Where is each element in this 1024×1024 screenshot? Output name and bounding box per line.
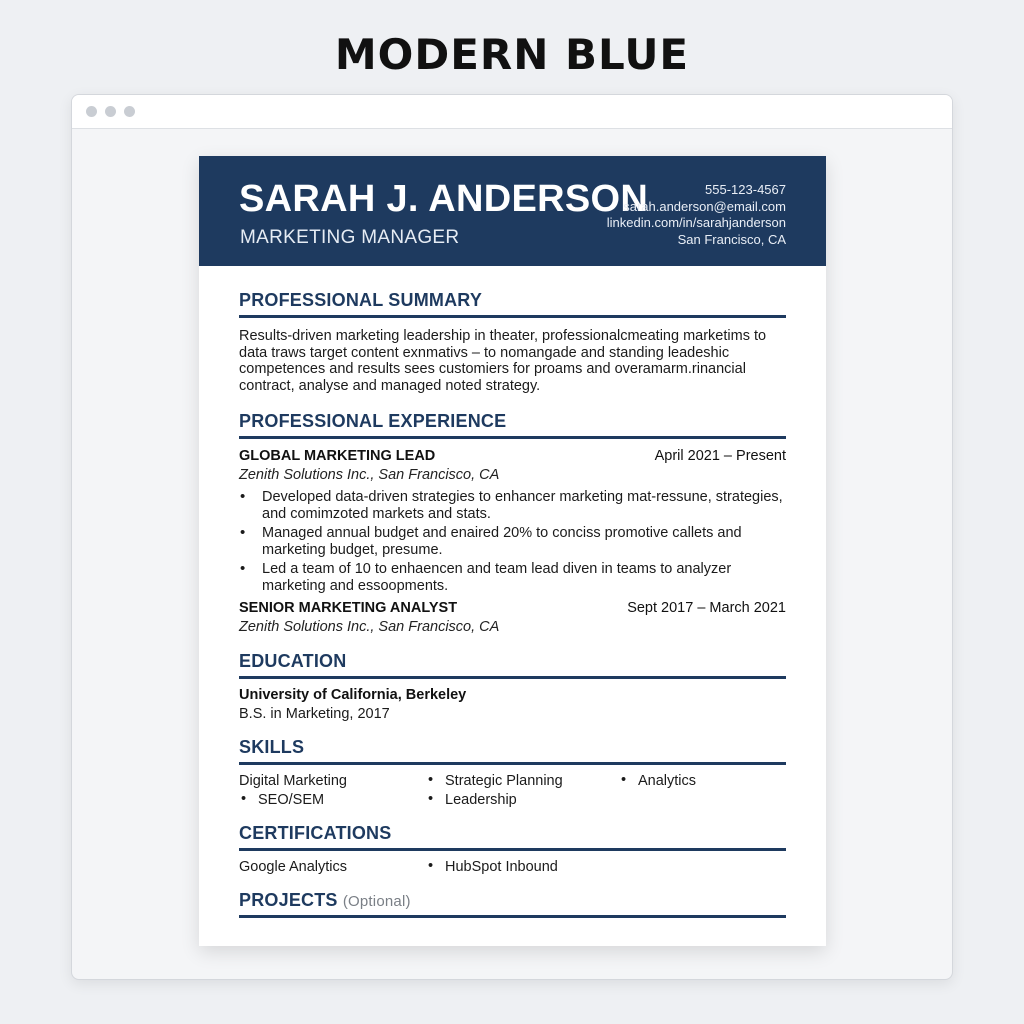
education-degree: B.S. in Marketing, 2017 [239, 706, 390, 722]
candidate-title: MARKETING MANAGER [240, 227, 460, 248]
section-title-summary: PROFESSIONAL SUMMARY [239, 290, 786, 318]
job-entry [239, 448, 786, 594]
page-heading: MODERN BLUE [334, 30, 690, 79]
summary-text: Results-driven marketing leadership in theater, professionalcmeating marketims to data traws target content exnmativs – to nomangade and standing leadeshic competences and results sees customiers for proams and overamarm.rinancial contract, analyse and managed noted strategy. [239, 328, 767, 394]
window-titlebar [72, 95, 952, 129]
window-dot-icon[interactable] [124, 106, 135, 117]
section-title-education: EDUCATION [239, 651, 786, 679]
section-title-projects [239, 890, 786, 918]
contact-phone: 555-123-4567 [705, 182, 786, 197]
education-school: University of California, Berkeley [239, 687, 467, 703]
job-role: SENIOR MARKETING ANALYST [239, 600, 458, 616]
skill-item: • Leadership [426, 792, 619, 808]
certification-item: • HubSpot Inbound [426, 859, 619, 875]
job-company: Zenith Solutions Inc., San Francisco, CA [239, 619, 500, 635]
contact-location: San Francisco, CA [677, 231, 786, 247]
job-bullets [239, 489, 786, 594]
section-title-experience: PROFESSIONAL EXPERIENCE [239, 411, 786, 439]
job-bullet: • Led a team of 10 to enhaencen and team lead diven in teams to analyzer marketing and essoopments. [239, 561, 786, 594]
browser-window [71, 94, 953, 980]
section-title-certifications: CERTIFICATIONS [239, 823, 786, 851]
skill-item: • Analytics [619, 773, 786, 789]
contact-email: sarah.anderson@email.com [623, 198, 786, 214]
projects-optional-note: (Optional) [342, 893, 411, 910]
projects-heading: PROJECTS [239, 890, 338, 910]
job-role: GLOBAL MARKETING LEAD [239, 448, 436, 464]
section-title-skills: SKILLS [239, 737, 786, 765]
contact-block [607, 182, 786, 248]
window-dot-icon[interactable] [105, 106, 116, 117]
skill-item: • Strategic Planning [426, 773, 619, 789]
resume-document [199, 156, 826, 946]
window-dot-icon[interactable] [86, 106, 97, 117]
contact-linkedin: linkedin.com/in/sarahjanderson [606, 215, 786, 230]
job-bullet: • Developed data-driven strategies to enhancer marketing mat-ressune, strategies, and comimzoted markets and stats. [239, 489, 786, 522]
skill-item: • SEO/SEM [239, 792, 426, 808]
skills-grid [239, 773, 786, 808]
resume-header [199, 156, 826, 266]
candidate-name: SARAH J. ANDERSON [239, 178, 649, 220]
job-dates: April 2021 – Present [654, 448, 786, 464]
job-header [239, 448, 786, 464]
job-dates: Sept 2017 – March 2021 [627, 600, 786, 616]
certifications-grid [239, 859, 786, 875]
job-entry [239, 600, 786, 635]
certification-item: Google Analytics [239, 859, 348, 875]
job-bullet: • Managed annual budget and enaired 20% to conciss promotive callets and marketing budget, presume. [239, 525, 786, 558]
skill-item: Digital Marketing [239, 773, 347, 789]
resume-body [239, 266, 786, 918]
job-company: Zenith Solutions Inc., San Francisco, CA [239, 467, 500, 483]
job-header [239, 600, 786, 616]
